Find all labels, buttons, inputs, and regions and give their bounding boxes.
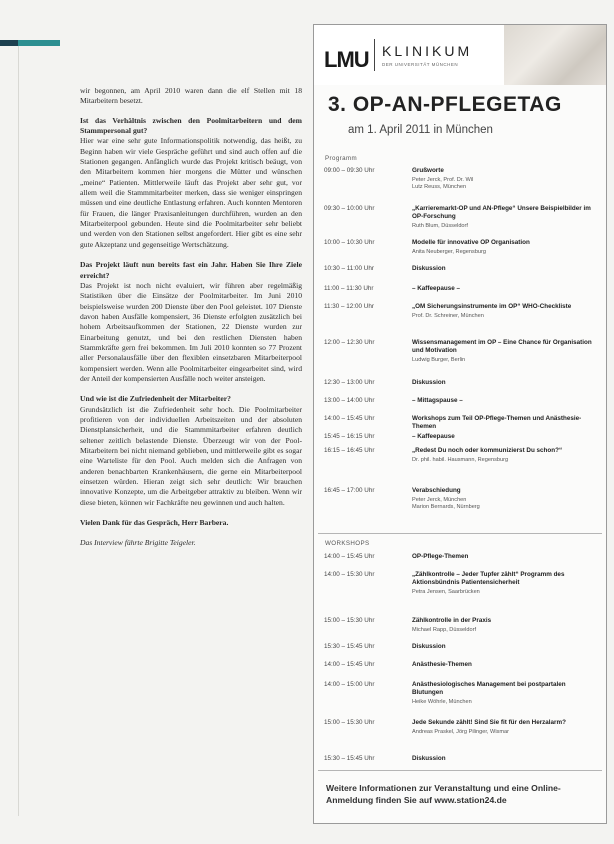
interview-column bbox=[80, 86, 302, 558]
program-speaker: Andreas Praskel, Jörg Pilinger, Wismar bbox=[412, 729, 509, 735]
header-photo bbox=[504, 25, 606, 85]
program-title: Diskussion bbox=[412, 755, 446, 762]
program-speaker: Heike Wöhrle, München bbox=[412, 699, 472, 705]
lmu-logo: LMU bbox=[324, 47, 369, 72]
program-title: Modelle für innovative OP Organisation bbox=[412, 239, 530, 246]
accent-bar-dark bbox=[0, 40, 18, 46]
program-time: 14:00 – 15:00 Uhr bbox=[324, 681, 375, 688]
program-title: Diskussion bbox=[412, 265, 446, 272]
interview-question: Das Projekt läuft nun bereits fast ein Jahr. Haben Sie Ihre Ziele erreicht? bbox=[80, 260, 302, 280]
program-time: 11:30 – 12:00 Uhr bbox=[324, 303, 374, 310]
program-title: Zählkontrolle in der Praxis bbox=[412, 617, 492, 624]
logo-header bbox=[314, 25, 606, 85]
logo-divider bbox=[374, 39, 375, 71]
program-time: 15:30 – 15:45 Uhr bbox=[324, 643, 375, 650]
program-title: Workshops zum Teil OP-Pflege-Themen und Anästhesie-Themen bbox=[412, 415, 582, 430]
program-title: Anästhesiologisches Management bei postpartalen Blutungen bbox=[412, 681, 566, 696]
interview-answer: Hier war eine sehr gute Informationspolitik notwendig, das heißt, zu Beginn haben wir viele Gespräche geführt und sind auch offen auf die Stationen gegangen. Anfänglich wurde das Projekt kritisch beäugt, von den Mitarbeitern kommen hier morgens die Mütter und wünschen „meine“ Patienten. Mittlerweile läuft das Projekt aber sehr gut, vor allem weil die Stammmitarbeiter merken, dass sie weniger einspringen müssen und eine deutliche Entlastung erfahren. Auch konnten Mentoren für Frauen, die länger Praxisanleitungen durchführen, wurden an den Mitarbeiterpool gebunden. Heute sind die Poolmitarbeiter sehr beliebt und werden von den Stationen selbst angefordert. Hier gibt es eine sehr gute Akzeptanz und gegenseitige Wertschätzung. bbox=[80, 136, 302, 249]
program-title: „OM Sicherungsinstrumente im OP“ WHO-Checkliste bbox=[412, 303, 572, 310]
program-title: „Redest Du noch oder kommunizierst Du schon?“ bbox=[412, 447, 563, 454]
program-speaker: Ruth Blum, Düsseldorf bbox=[412, 223, 468, 229]
program-title: – Kaffeepause bbox=[412, 433, 455, 440]
program-time: 11:00 – 11:30 Uhr bbox=[324, 285, 374, 292]
program-title: Wissensmanagement im OP – Eine Chance für Organisation und Motivation bbox=[412, 339, 592, 354]
section-divider bbox=[318, 533, 602, 534]
program-label: Programm bbox=[325, 155, 358, 162]
program-title: Diskussion bbox=[412, 379, 446, 386]
program-time: 09:30 – 10:00 Uhr bbox=[324, 205, 375, 212]
program-speaker: Peter Jerck, Prof. Dr. Wil bbox=[412, 177, 474, 183]
program-speaker: Michael Rapp, Düsseldorf bbox=[412, 627, 477, 633]
interview-thanks: Vielen Dank für das Gespräch, Herr Barbera. bbox=[80, 518, 229, 528]
program-title: „Karrieremarkt-OP und AN-Pflege“ Unsere Beispielbilder im OP-Forschung bbox=[412, 205, 591, 220]
program-time: 12:00 – 12:30 Uhr bbox=[324, 339, 375, 346]
program-speaker: Marion Bernards, Nürnberg bbox=[412, 504, 480, 510]
program-time: 13:00 – 14:00 Uhr bbox=[324, 397, 375, 404]
program-title: Jede Sekunde zählt! Sind Sie fit für den Herzalarm? bbox=[412, 719, 566, 726]
program-time: 15:00 – 15:30 Uhr bbox=[324, 719, 375, 726]
program-time: 16:45 – 17:00 Uhr bbox=[324, 487, 375, 494]
event-date: am 1. April 2011 in München bbox=[348, 124, 493, 136]
program-time: 10:30 – 11:00 Uhr bbox=[324, 265, 374, 272]
program-time: 09:00 – 09:30 Uhr bbox=[324, 167, 375, 174]
page-gutter bbox=[18, 46, 19, 816]
program-title: OP-Pflege-Themen bbox=[412, 553, 469, 560]
program-time: 14:00 – 15:45 Uhr bbox=[324, 661, 375, 668]
program-time: 14:00 – 15:45 Uhr bbox=[324, 415, 375, 422]
program-title: Verabschiedung bbox=[412, 487, 461, 494]
program-time: 14:00 – 15:45 Uhr bbox=[324, 553, 375, 560]
program-title: Diskussion bbox=[412, 643, 446, 650]
event-title: 3. OP-AN-PFLEGETAG bbox=[328, 93, 562, 116]
program-time: 16:15 – 16:45 Uhr bbox=[324, 447, 375, 454]
interview-intro: wir begonnen, am April 2010 waren dann die elf Stellen mit 18 Mitarbeitern besetzt. bbox=[80, 86, 302, 106]
interview-answer: Das Projekt ist noch nicht evaluiert, wir führen aber regelmäßig Statistiken über die Einsätze der Poolmitarbeiter. Im Juni 2010 beispielsweise wurden 200 Dienste über den Pool geleistet. 107 Dienste davon haben Ausfälle kompensiert, 36 Dienste erfolgten zusätzlich bei hohem Arbeitsaufkommen der Stationen, 22 Dienste wurden zur Einarbeitung genutzt, und bei den restlichen Diensten haben Stammkräfte gern frei bekommen. Im Juli 2010 konnten so 77 Prozent aller Personalausfälle über den flexiblen einsetzbaren Mitarbeiterpool kompensiert werden. Wenn alle Poolmitarbeiter eingearbeitet sind, wird der Anteil der kompensierten Ausfälle noch weiter ansteigen. bbox=[80, 280, 302, 383]
event-footer: Weitere Informationen zur Veranstaltung und eine Online-Anmeldung finden Sie auf www.station24.de bbox=[326, 783, 561, 805]
program-title: Anästhesie-Themen bbox=[412, 661, 472, 668]
program-speaker: Dr. phil. habil. Hausmann, Regensburg bbox=[412, 457, 509, 463]
program-title: Grußworte bbox=[412, 167, 444, 174]
program-title: „Zählkontrolle – Jeder Tupfer zählt“ Programm des Aktionsbündnis Patientensicherheit bbox=[412, 571, 565, 586]
program-time: 12:30 – 13:00 Uhr bbox=[324, 379, 375, 386]
program-speaker: Lutz Reuss, München bbox=[412, 184, 467, 190]
logo-subtitle: DER UNIVERSITÄT MÜNCHEN bbox=[382, 62, 459, 67]
program-title: – Mittagspause – bbox=[412, 397, 463, 404]
program-time: 10:00 – 10:30 Uhr bbox=[324, 239, 375, 246]
program-time: 15:45 – 16:15 Uhr bbox=[324, 433, 375, 440]
program-time: 14:00 – 15:30 Uhr bbox=[324, 571, 375, 578]
program-speaker: Prof. Dr. Schreiner, München bbox=[412, 313, 484, 319]
program-time: 15:00 – 15:30 Uhr bbox=[324, 617, 375, 624]
klinikum-logo: KLINIKUM bbox=[382, 43, 473, 59]
program-speaker: Ludwig Burger, Berlin bbox=[412, 357, 466, 363]
interview-question: Und wie ist die Zufriedenheit der Mitarbeiter? bbox=[80, 394, 231, 404]
section-divider bbox=[318, 770, 602, 771]
program-speaker: Anita Neuberger, Regensburg bbox=[412, 249, 487, 255]
interview-answer: Grundsätzlich ist die Zufriedenheit sehr hoch. Die Poolmitarbeiter profitieren von der individuellen Arbeitszeiten und der absoluten Dienstplansicherheit, und die Stammmitarbeiter erfahren deutlich seltener zeitlich belastende Dienste. Überzeugt wir von der Pool-Mitarbeitern bei nicht niemand geblieben, und mittlerweile gibt es sogar eine Warteliste für den Pool. Auch melden sich die Anfragen von anderen benachbarten Krankenhäusern, die gerne ein Mitarbeiterpool einsetzen würden. Hieran zeigt sich sehr deutlich: Wir brauchen innovative Konzepte, um die Arbeitgeber attraktiv zu bleiben. Wenn wir diese bieten, können wir Fachkräfte neu gewinnen und auch halten. bbox=[80, 404, 302, 507]
interview-question: Ist das Verhältnis zwischen den Poolmitarbeitern und dem Stammpersonal gut? bbox=[80, 115, 302, 136]
program-time: 15:30 – 15:45 Uhr bbox=[324, 755, 375, 762]
program-speaker: Peter Jerck, München bbox=[412, 497, 467, 503]
program-title: – Kaffeepause – bbox=[412, 285, 460, 292]
interview-credit: Das Interview führte Brigitte Teigeler. bbox=[80, 538, 196, 548]
event-advert-box bbox=[313, 24, 607, 824]
workshops-label: WORKSHOPS bbox=[325, 540, 370, 547]
program-speaker: Petra Jensen, Saarbrücken bbox=[412, 589, 480, 595]
